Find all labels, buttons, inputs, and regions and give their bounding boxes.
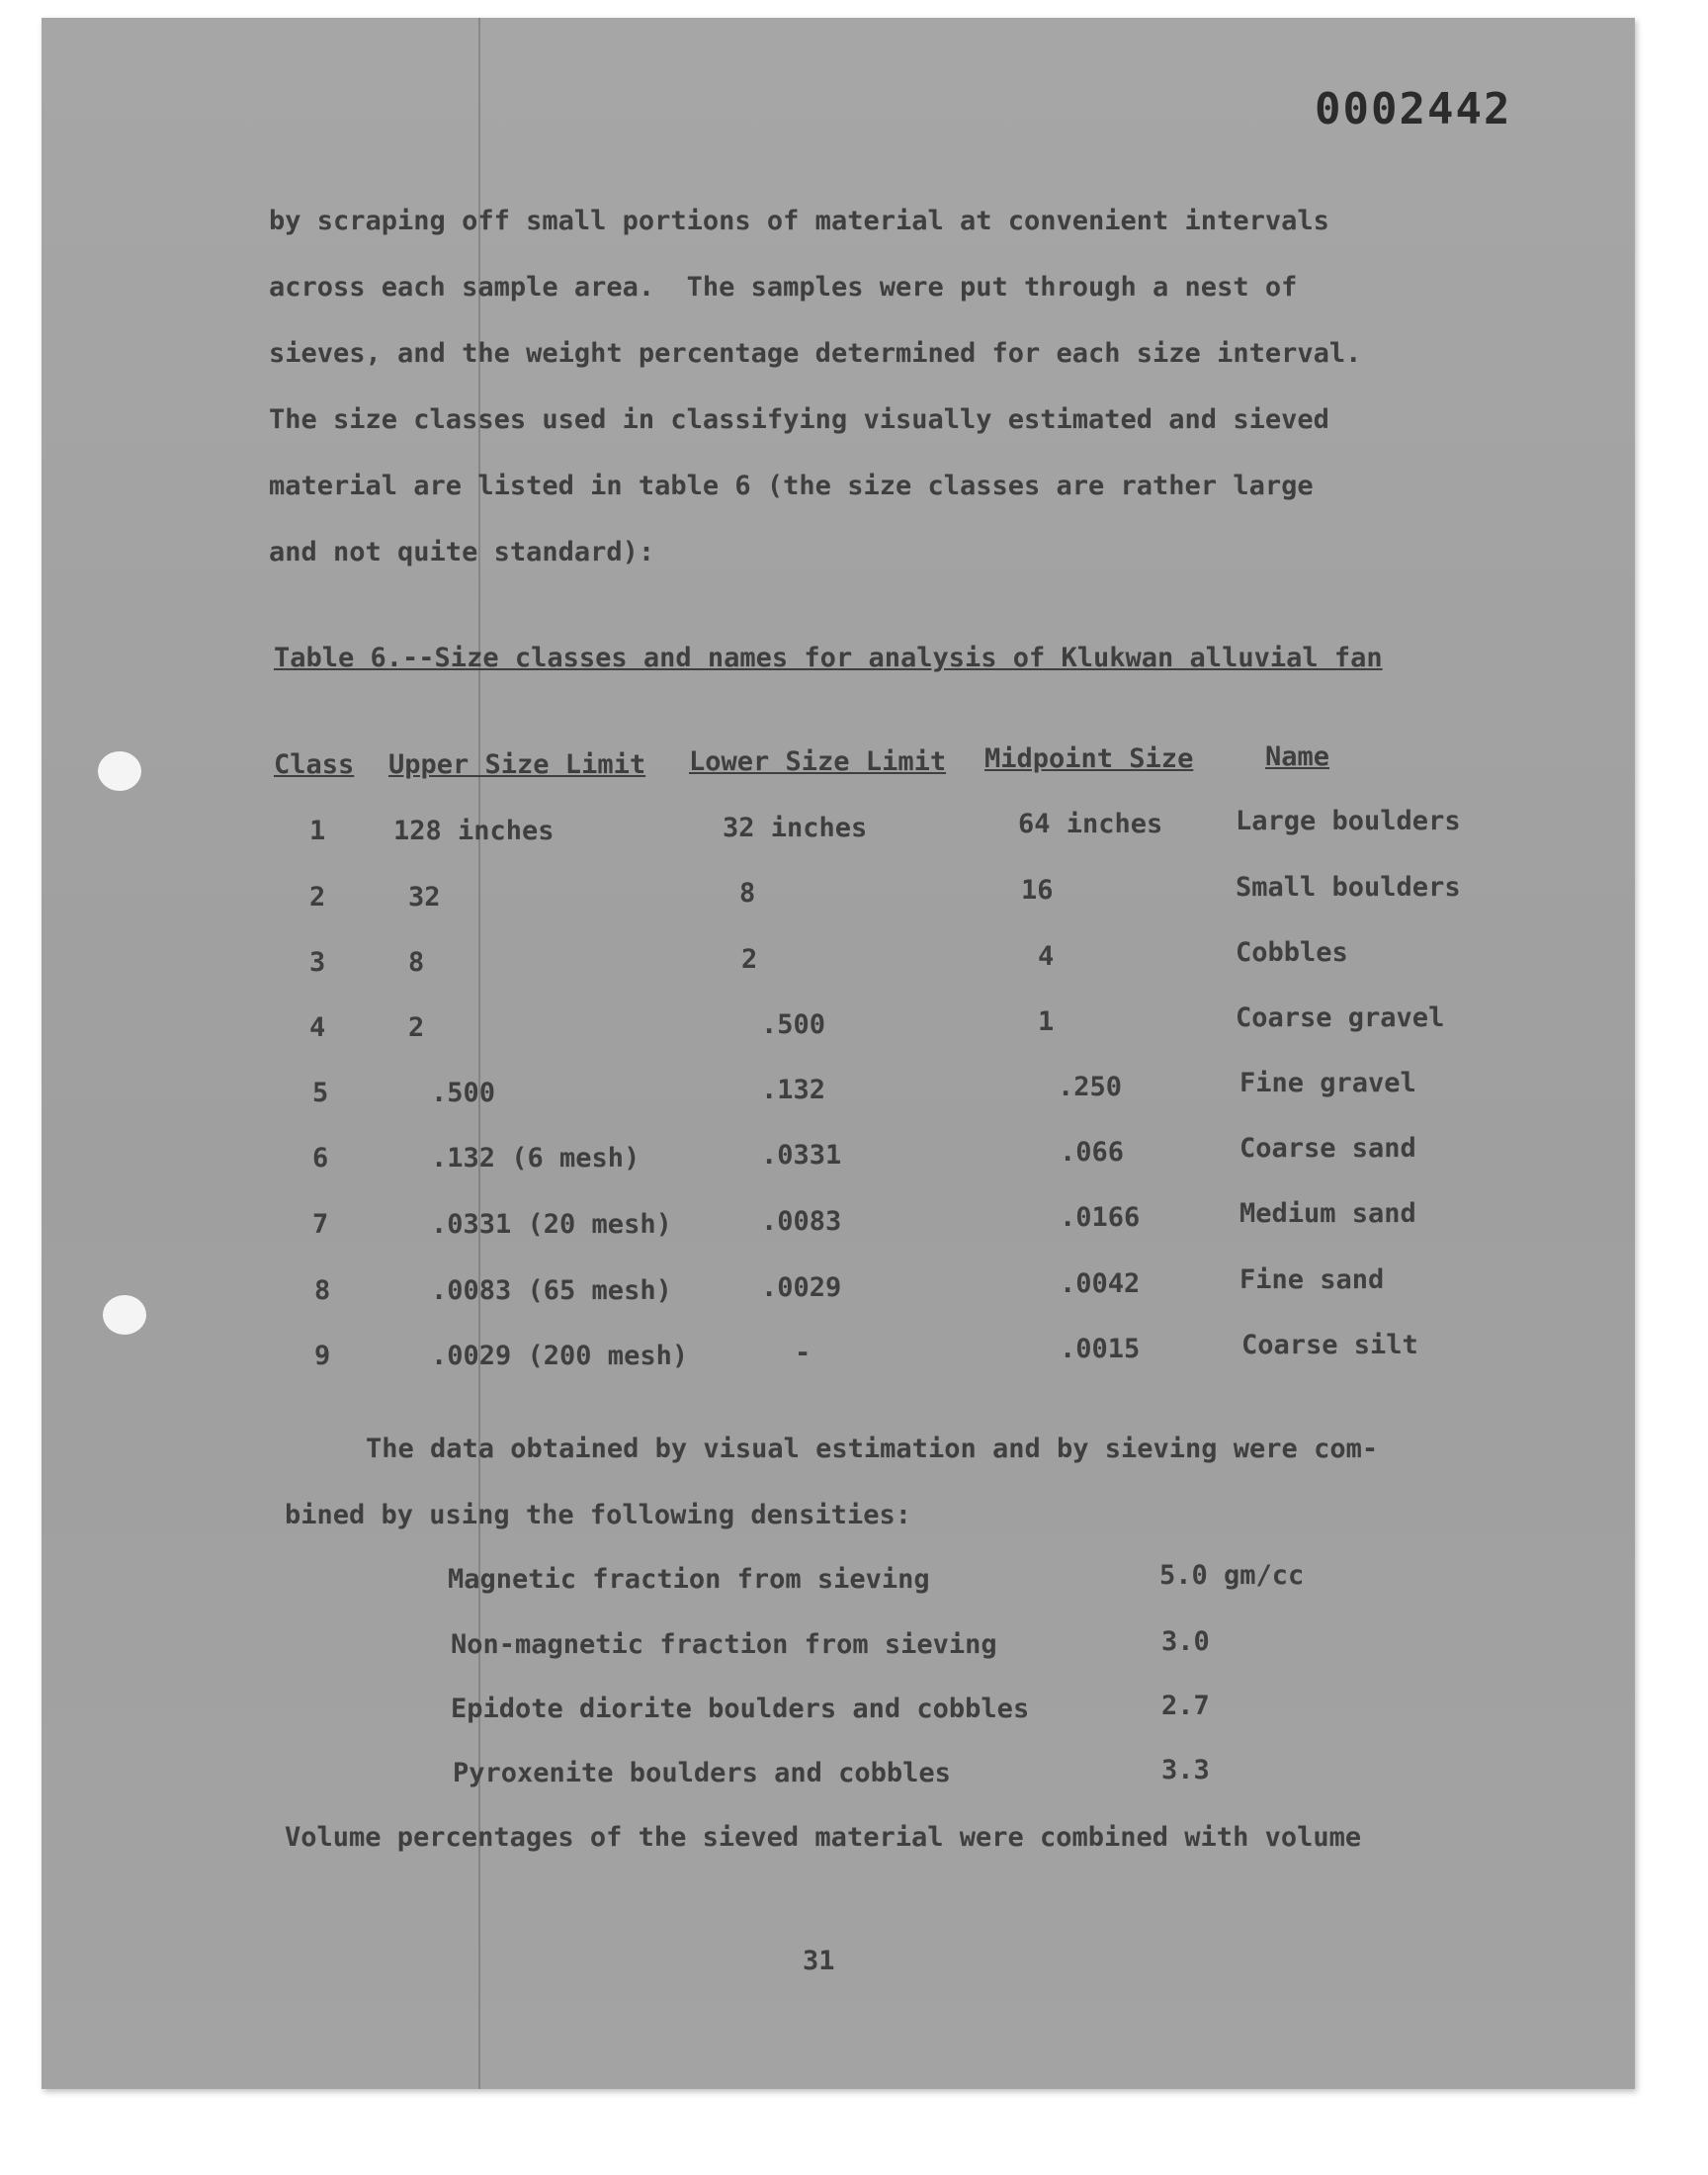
densities-intro-line: bined by using the following densities: xyxy=(285,1500,911,1530)
header-midpoint-size: Midpoint Size xyxy=(984,743,1194,774)
table-cell-lower: .132 xyxy=(761,1075,826,1105)
header-lower-size-limit: Lower Size Limit xyxy=(689,746,947,777)
table-cell-lower: - xyxy=(795,1338,811,1368)
header-upper-size-limit: Upper Size Limit xyxy=(388,749,646,780)
binder-hole-bottom xyxy=(103,1295,146,1335)
table-cell-class: 3 xyxy=(309,947,326,978)
intro-paragraph xyxy=(269,206,1494,603)
table-cell-class: 4 xyxy=(309,1012,326,1043)
table-cell-lower: 8 xyxy=(739,878,756,909)
density-value: 2.7 xyxy=(1161,1691,1210,1721)
table-cell-midpoint: 1 xyxy=(1038,1006,1055,1037)
density-label: Epidote diorite boulders and cobbles xyxy=(451,1694,1030,1724)
table-cell-name: Coarse gravel xyxy=(1236,1002,1445,1033)
intro-line: The size classes used in classifying visually estimated and sieved xyxy=(269,404,1329,435)
densities-intro-line: The data obtained by visual estimation and by sieving were com- xyxy=(366,1434,1379,1464)
table-cell-name: Medium sand xyxy=(1239,1198,1416,1229)
table-title: Table 6.--Size classes and names for analysis of Klukwan alluvial fan xyxy=(274,643,1383,673)
table-cell-lower: .0029 xyxy=(761,1272,842,1303)
table-cell-midpoint: .0042 xyxy=(1060,1268,1141,1299)
table-cell-name: Large boulders xyxy=(1236,806,1461,836)
table-cell-class: 2 xyxy=(309,882,326,913)
binder-hole-top xyxy=(98,751,141,791)
intro-line: material are listed in table 6 (the size classes are rather large xyxy=(269,471,1314,501)
table-cell-upper: 128 inches xyxy=(393,816,555,846)
intro-line: sieves, and the weight percentage determined for each size interval. xyxy=(269,338,1362,369)
header-class: Class xyxy=(274,749,355,780)
page-number: 31 xyxy=(803,1946,835,1976)
intro-line: and not quite standard): xyxy=(269,537,655,567)
table-cell-name: Small boulders xyxy=(1236,872,1461,903)
table-cell-lower: 32 inches xyxy=(723,813,868,843)
intro-line: by scraping off small portions of material at convenient intervals xyxy=(269,206,1329,236)
table-cell-class: 1 xyxy=(309,816,326,846)
table-cell-class: 6 xyxy=(312,1143,329,1174)
table-cell-upper: .500 xyxy=(431,1078,496,1108)
table-cell-midpoint: 16 xyxy=(1021,875,1054,906)
page-id-number: 0002442 xyxy=(1315,84,1512,134)
table-cell-upper: .0029 (200 mesh) xyxy=(431,1341,689,1371)
density-label: Non-magnetic fraction from sieving xyxy=(451,1629,997,1660)
density-value: 3.3 xyxy=(1161,1755,1210,1785)
density-value: 5.0 gm/cc xyxy=(1159,1560,1305,1591)
table-cell-lower: 2 xyxy=(741,944,758,975)
table-cell-class: 9 xyxy=(314,1341,331,1371)
density-value: 3.0 xyxy=(1161,1626,1210,1657)
density-label: Magnetic fraction from sieving xyxy=(448,1564,930,1595)
table-cell-upper: 32 xyxy=(408,882,441,913)
table-cell-upper: .132 (6 mesh) xyxy=(431,1143,640,1174)
table-cell-upper: 8 xyxy=(408,947,425,978)
table-cell-class: 5 xyxy=(312,1078,329,1108)
density-label: Pyroxenite boulders and cobbles xyxy=(453,1758,951,1788)
table-cell-name: Fine gravel xyxy=(1239,1068,1416,1098)
table-cell-name: Coarse silt xyxy=(1241,1330,1418,1360)
closing-line: Volume percentages of the sieved material were combined with volume xyxy=(285,1822,1362,1853)
table-cell-midpoint: 64 inches xyxy=(1018,809,1163,839)
table-cell-midpoint: .066 xyxy=(1060,1137,1125,1168)
table-cell-upper: .0083 (65 mesh) xyxy=(431,1275,672,1306)
table-cell-midpoint: .0015 xyxy=(1060,1334,1141,1364)
table-cell-class: 8 xyxy=(314,1275,331,1306)
intro-line: across each sample area. The samples were put through a nest of xyxy=(269,272,1298,303)
table-cell-lower: .0331 xyxy=(761,1140,842,1171)
table-cell-lower: .0083 xyxy=(761,1206,842,1237)
table-cell-lower: .500 xyxy=(761,1009,826,1040)
table-cell-name: Fine sand xyxy=(1239,1264,1385,1295)
table-cell-midpoint: .250 xyxy=(1058,1072,1123,1102)
header-name: Name xyxy=(1265,741,1330,772)
table-cell-class: 7 xyxy=(312,1209,329,1240)
table-cell-upper: 2 xyxy=(408,1012,425,1043)
table-cell-midpoint: .0166 xyxy=(1060,1202,1141,1233)
table-cell-name: Coarse sand xyxy=(1239,1133,1416,1164)
table-cell-upper: .0331 (20 mesh) xyxy=(431,1209,672,1240)
table-cell-midpoint: 4 xyxy=(1038,941,1055,972)
table-cell-name: Cobbles xyxy=(1236,937,1348,968)
